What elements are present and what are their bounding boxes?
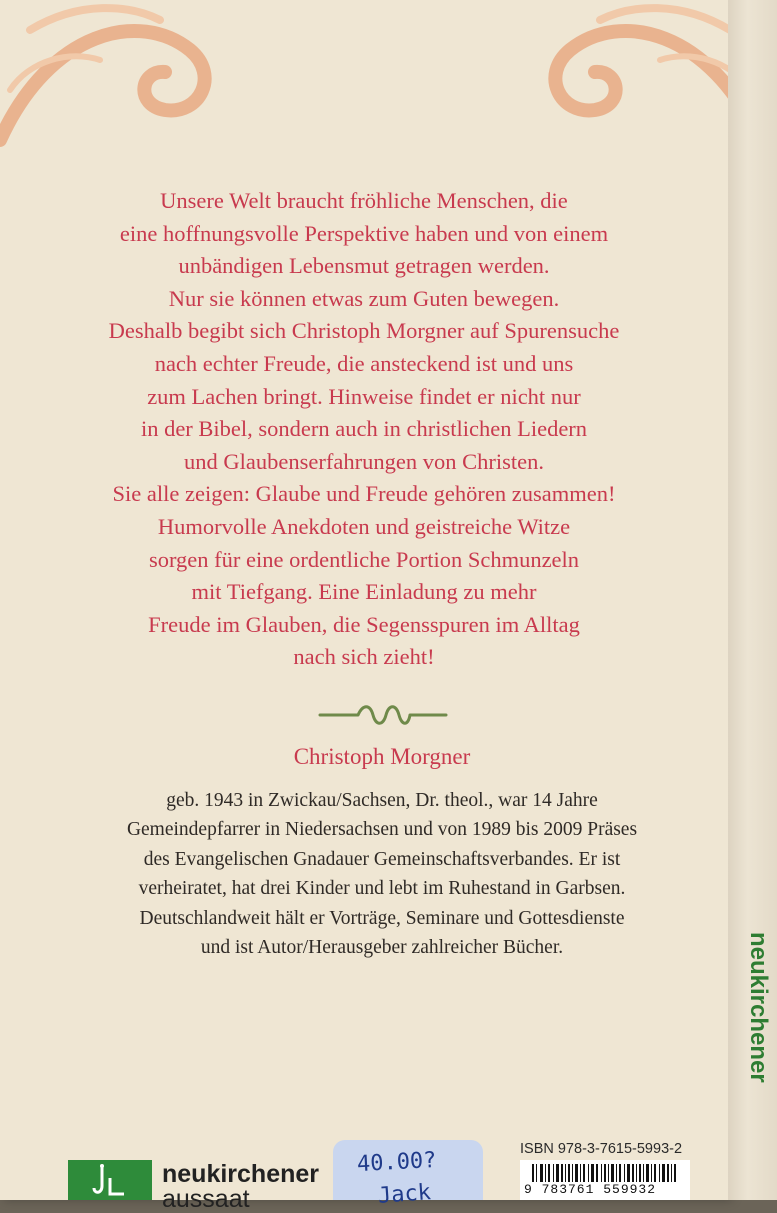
isbn-label: ISBN 978-3-7615-5993-2 <box>520 1141 683 1157</box>
blurb-line: Sie alle zeigen: Glaube und Freude gehören zusammen! <box>112 481 616 507</box>
blurb-line: Humorvolle Anekdoten und geistreiche Witze <box>157 513 571 539</box>
publisher-block <box>68 1160 340 1213</box>
blurb-line: nach echter Freude, die ansteckend ist und uns <box>154 350 574 376</box>
bio-line: verheiratet, hat drei Kinder und lebt im Ruhestand in Garbsen. <box>138 878 626 900</box>
blurb-line: und Glaubenserfahrungen von Christen. <box>184 448 544 474</box>
divider-flourish-icon <box>318 702 448 726</box>
blurb-line: Deshalb begibt sich Christoph Morgner auf Spurensuche <box>108 318 620 344</box>
blurb-line: Freude im Glauben, die Segensspuren im Alltag <box>148 611 580 637</box>
bio-line: Gemeindepfarrer in Niedersachsen und von 1989 bis 2009 Präses <box>126 819 638 841</box>
blurb-line: zum Lachen bringt. Hinweise findet er nicht nur <box>147 383 581 409</box>
neukirchener-logo-icon <box>68 1160 152 1200</box>
sticker-name: Jack <box>377 1180 432 1209</box>
blurb-line: sorgen für eine ordentliche Portion Schmunzeln <box>148 546 580 572</box>
blurb-line: Nur sie können etwas zum Guten bewegen. <box>168 285 560 311</box>
publisher-imprint: aussaat <box>162 1185 250 1213</box>
blurb-line: nach sich zieht! <box>293 644 435 670</box>
blurb-line: eine hoffnungsvolle Perspektive haben und von einem <box>119 220 609 246</box>
bio-line: des Evangelischen Gnadauer Gemeinschaftsverbandes. Er ist <box>143 848 621 870</box>
bio-line: und ist Autor/Herausgeber zahlreicher Bücher. <box>200 937 564 959</box>
ornament-left-icon <box>0 0 240 170</box>
author-bio <box>30 786 734 962</box>
blurb-line: Unsere Welt braucht fröhliche Menschen, die <box>160 188 568 213</box>
sticker-price: 40.00? <box>356 1147 438 1178</box>
blurb-line: in der Bibel, sondern auch in christlichen Liedern <box>140 416 588 442</box>
barcode-digits: 9 783761 559932 <box>522 1182 690 1197</box>
bio-line: geb. 1943 in Zwickau/Sachsen, Dr. theol., war 14 Jahre <box>166 790 598 811</box>
bio-line: Deutschlandweit hält er Vorträge, Seminare und Gottesdienste <box>139 907 625 929</box>
publisher-name: neukirchener <box>162 1160 320 1188</box>
blurb-line: mit Tiefgang. Eine Einladung zu mehr <box>191 579 537 605</box>
blurb-line: unbändigen Lebensmut getragen werden. <box>178 253 550 279</box>
author-name: Christoph Morgner <box>293 744 471 769</box>
spine-publisher-text: neukirchener <box>745 932 772 1083</box>
blurb-text <box>30 185 698 674</box>
